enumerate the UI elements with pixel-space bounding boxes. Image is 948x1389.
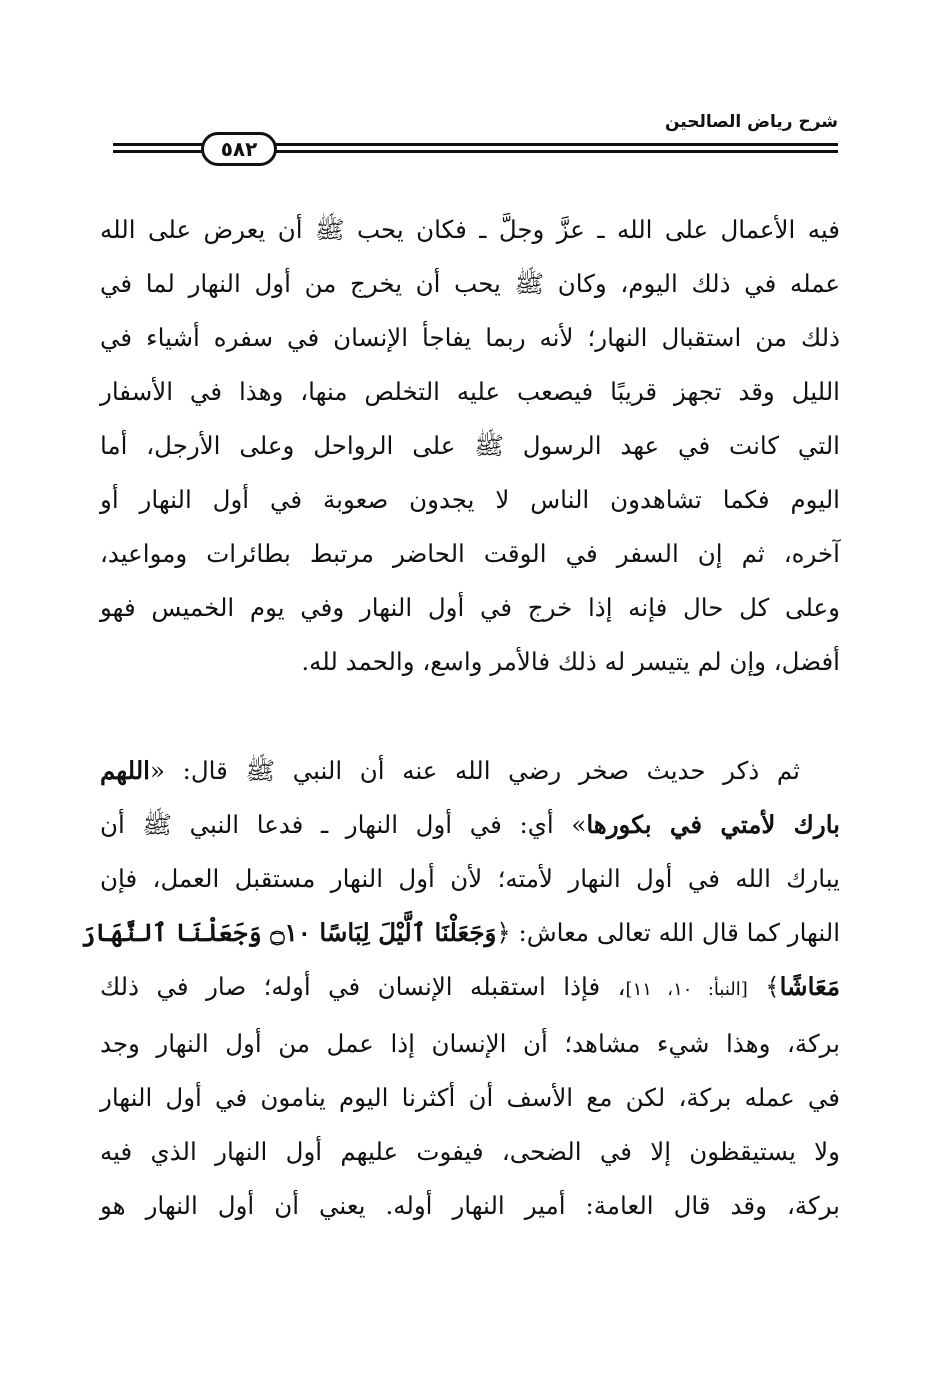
text-line: يبارك الله في أول النهار لأمته؛ لأن أول النهار مستقبل العمل، فإن [100, 864, 840, 893]
narration-text: ثم ذكر حديث صخر رضي الله عنه أن النبي ﷺ قال: « [149, 756, 800, 785]
quran-bracket: ﴾ [765, 972, 780, 1001]
text-line: في عمله بركة، لكن مع الأسف أن أكثرنا اليوم ينامون في أول النهار [100, 1083, 840, 1112]
header-rule-top [238, 143, 838, 146]
commentary-text: ، فإذا استقبله الإنسان في أوله؛ صار في ذلك [100, 972, 626, 1001]
page-number-badge: ٥٨٢ [201, 132, 277, 166]
text-line [80, 906, 840, 960]
hadith-text: اللهم [100, 756, 150, 785]
text-line: عمله في ذلك اليوم، وكان ﷺ يحب أن يخرج من أول النهار لما في [100, 269, 840, 298]
text-line: آخره، ثم إن السفر في الوقت الحاضر مرتبط بطائرات ومواعيد، [100, 539, 840, 568]
text-line: وعلى كل حال فإنه إذا خرج في أول النهار وفي يوم الخميس فهو [100, 593, 840, 622]
verse-reference: [النبأ: ١٠، ١١] [625, 979, 748, 1000]
text-line: ذلك من استقبال النهار؛ لأنه ربما يفاجأ الإنسان في سفره أشياء في [100, 323, 840, 352]
header-rule-left-top [113, 143, 203, 146]
quran-verse: مَعَاشًا [779, 972, 840, 1001]
paragraph-1 [100, 203, 840, 689]
header-rule-left-bottom [113, 150, 203, 153]
paragraph-2 [80, 744, 840, 1233]
text-line: الليل وقد تجهز قريبًا فيصعب عليه التخلص منها، وهذا في الأسفار [100, 377, 840, 406]
text-line [100, 798, 840, 852]
quran-verse: وَجَعَلْنَا ٱلَّيْلَ لِبَاسًا ۝١٠ وَجَعَلْنَا ٱلنَّهَارَ [80, 918, 497, 947]
text-line: اليوم فكما تشاهدون الناس لا يجدون صعوبة في أول النهار أو [100, 485, 840, 514]
text-line: أفضل، وإن لم يتيسر له ذلك فالأمر واسع، والحمد لله. [301, 647, 840, 676]
text-line: التي كانت في عهد الرسول ﷺ على الرواحل وعلى الأرجل، أما [100, 431, 840, 460]
text-line: ولا يستيقظون إلا في الضحى، فيفوت عليهم أول النهار الذي فيه [100, 1137, 840, 1166]
hadith-text: بارك لأمتي في بكورها [586, 810, 840, 839]
running-header-title: شرح رياض الصالحين [664, 112, 838, 132]
text-line: فيه الأعمال على الله ـ عزَّ وجلَّ ـ فكان يحب ﷺ أن يعرض على الله [100, 215, 840, 244]
header-rule-bottom [238, 150, 838, 153]
commentary-text: النهار كما قال الله تعالى معاش: ﴿ [496, 918, 840, 947]
text-line [100, 960, 840, 1017]
text-line: بركة، وهذا شيء مشاهد؛ أن الإنسان إذا عمل من أول النهار وجد [100, 1029, 840, 1058]
commentary-text: » أي: في أول النهار ـ فدعا النبي ﷺ أن [100, 810, 587, 839]
text-line [100, 744, 840, 798]
text-line: بركة، وقد قال العامة: أمير النهار أوله. يعني أن أول النهار هو [100, 1191, 840, 1220]
